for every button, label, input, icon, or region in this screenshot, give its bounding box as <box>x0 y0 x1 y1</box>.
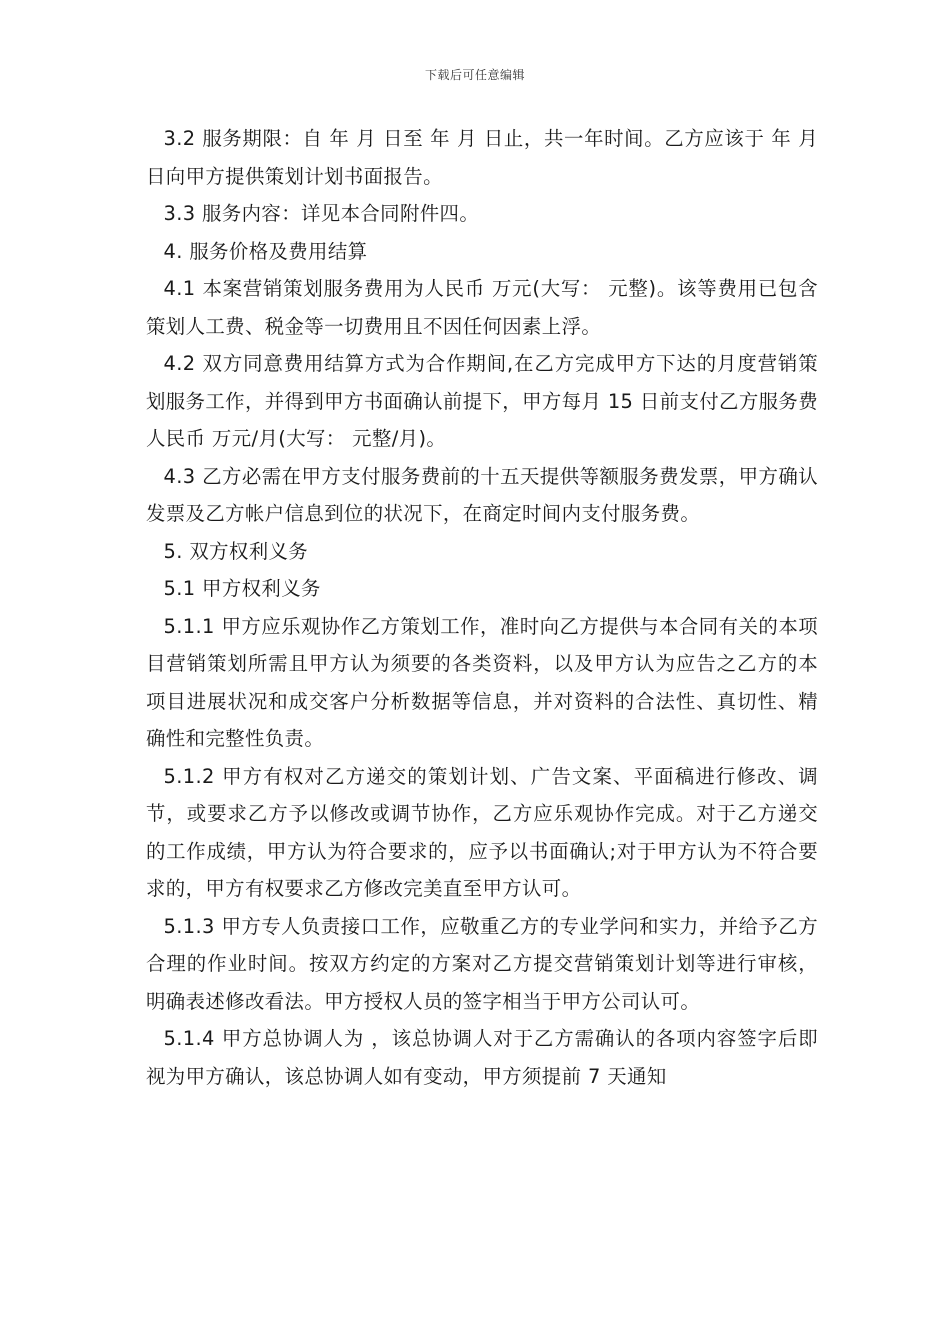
section-4-heading: 4. 服务价格及费用结算 <box>163 239 368 263</box>
clause-4-2: 4.2 双方同意费用结算方式为合作期间,在乙方完成甲方下达的月度营销策划服务工作，并得到甲方书面确认前提下，甲方每月 15 日前支付乙方服务费人民币 万元/月(大写： 元整/月)。 <box>146 352 818 450</box>
clause-5-1-2: 5.1.2 甲方有权对乙方递交的策划计划、广告文案、平面稿进行修改、调节，或要求乙方予以修改或调节协作，乙方应乐观协作完成。对于乙方递交的工作成绩，甲方认为符合要求的，应予以书面确认;对于甲方认为不符合要求的，甲方有权要求乙方修改完美直至甲方认可。 <box>146 764 818 900</box>
clause-5-1-3: 5.1.3 甲方专人负责接口工作，应敬重乙方的专业学问和实力，并给予乙方合理的作业时间。按双方约定的方案对乙方提交营销策划计划等进行审核，明确表述修改看法。甲方授权人员的签字相当于甲方公司认可。 <box>146 914 818 1013</box>
clause-5-1-4: 5.1.4 甲方总协调人为 ，该总协调人对于乙方需确认的各项内容签字后即视为甲方确认，该总协调人如有变动，甲方须提前 7 天通知 <box>146 1027 818 1088</box>
clause-3-2: 3.2 服务期限：自 年 月 日至 年 月 日止，共一年时间。乙方应该于 年 月 日向甲方提供策划计划书面报告。 <box>146 127 818 188</box>
clause-5-1-heading: 5.1 甲方权利义务 <box>163 577 321 600</box>
clause-5-1-1: 5.1.1 甲方应乐观协作乙方策划工作，准时向乙方提供与本合同有关的本项目营销策划所需且甲方认为须要的各类资料，以及甲方认为应告之乙方的本项目进展状况和成交客户分析数据等信息，并对资料的合法性、真切性、精确性和完整性负责。 <box>146 614 818 750</box>
section-5-heading: 5. 双方权利义务 <box>163 539 309 563</box>
document-body <box>146 120 818 1095</box>
clause-4-1: 4.1 本案营销策划服务费用为人民币 万元(大写： 元整)。该等费用已包含策划人工费、税金等一切费用且不因任何因素上浮。 <box>146 277 818 338</box>
header-note: 下载后可任意编辑 <box>424 68 525 82</box>
clause-4-3: 4.3 乙方必需在甲方支付服务费前的十五天提供等额服务费发票，甲方确认发票及乙方帐户信息到位的状况下，在商定时间内支付服务费。 <box>146 464 818 525</box>
clause-3-3: 3.3 服务内容：详见本合同附件四。 <box>163 202 480 225</box>
